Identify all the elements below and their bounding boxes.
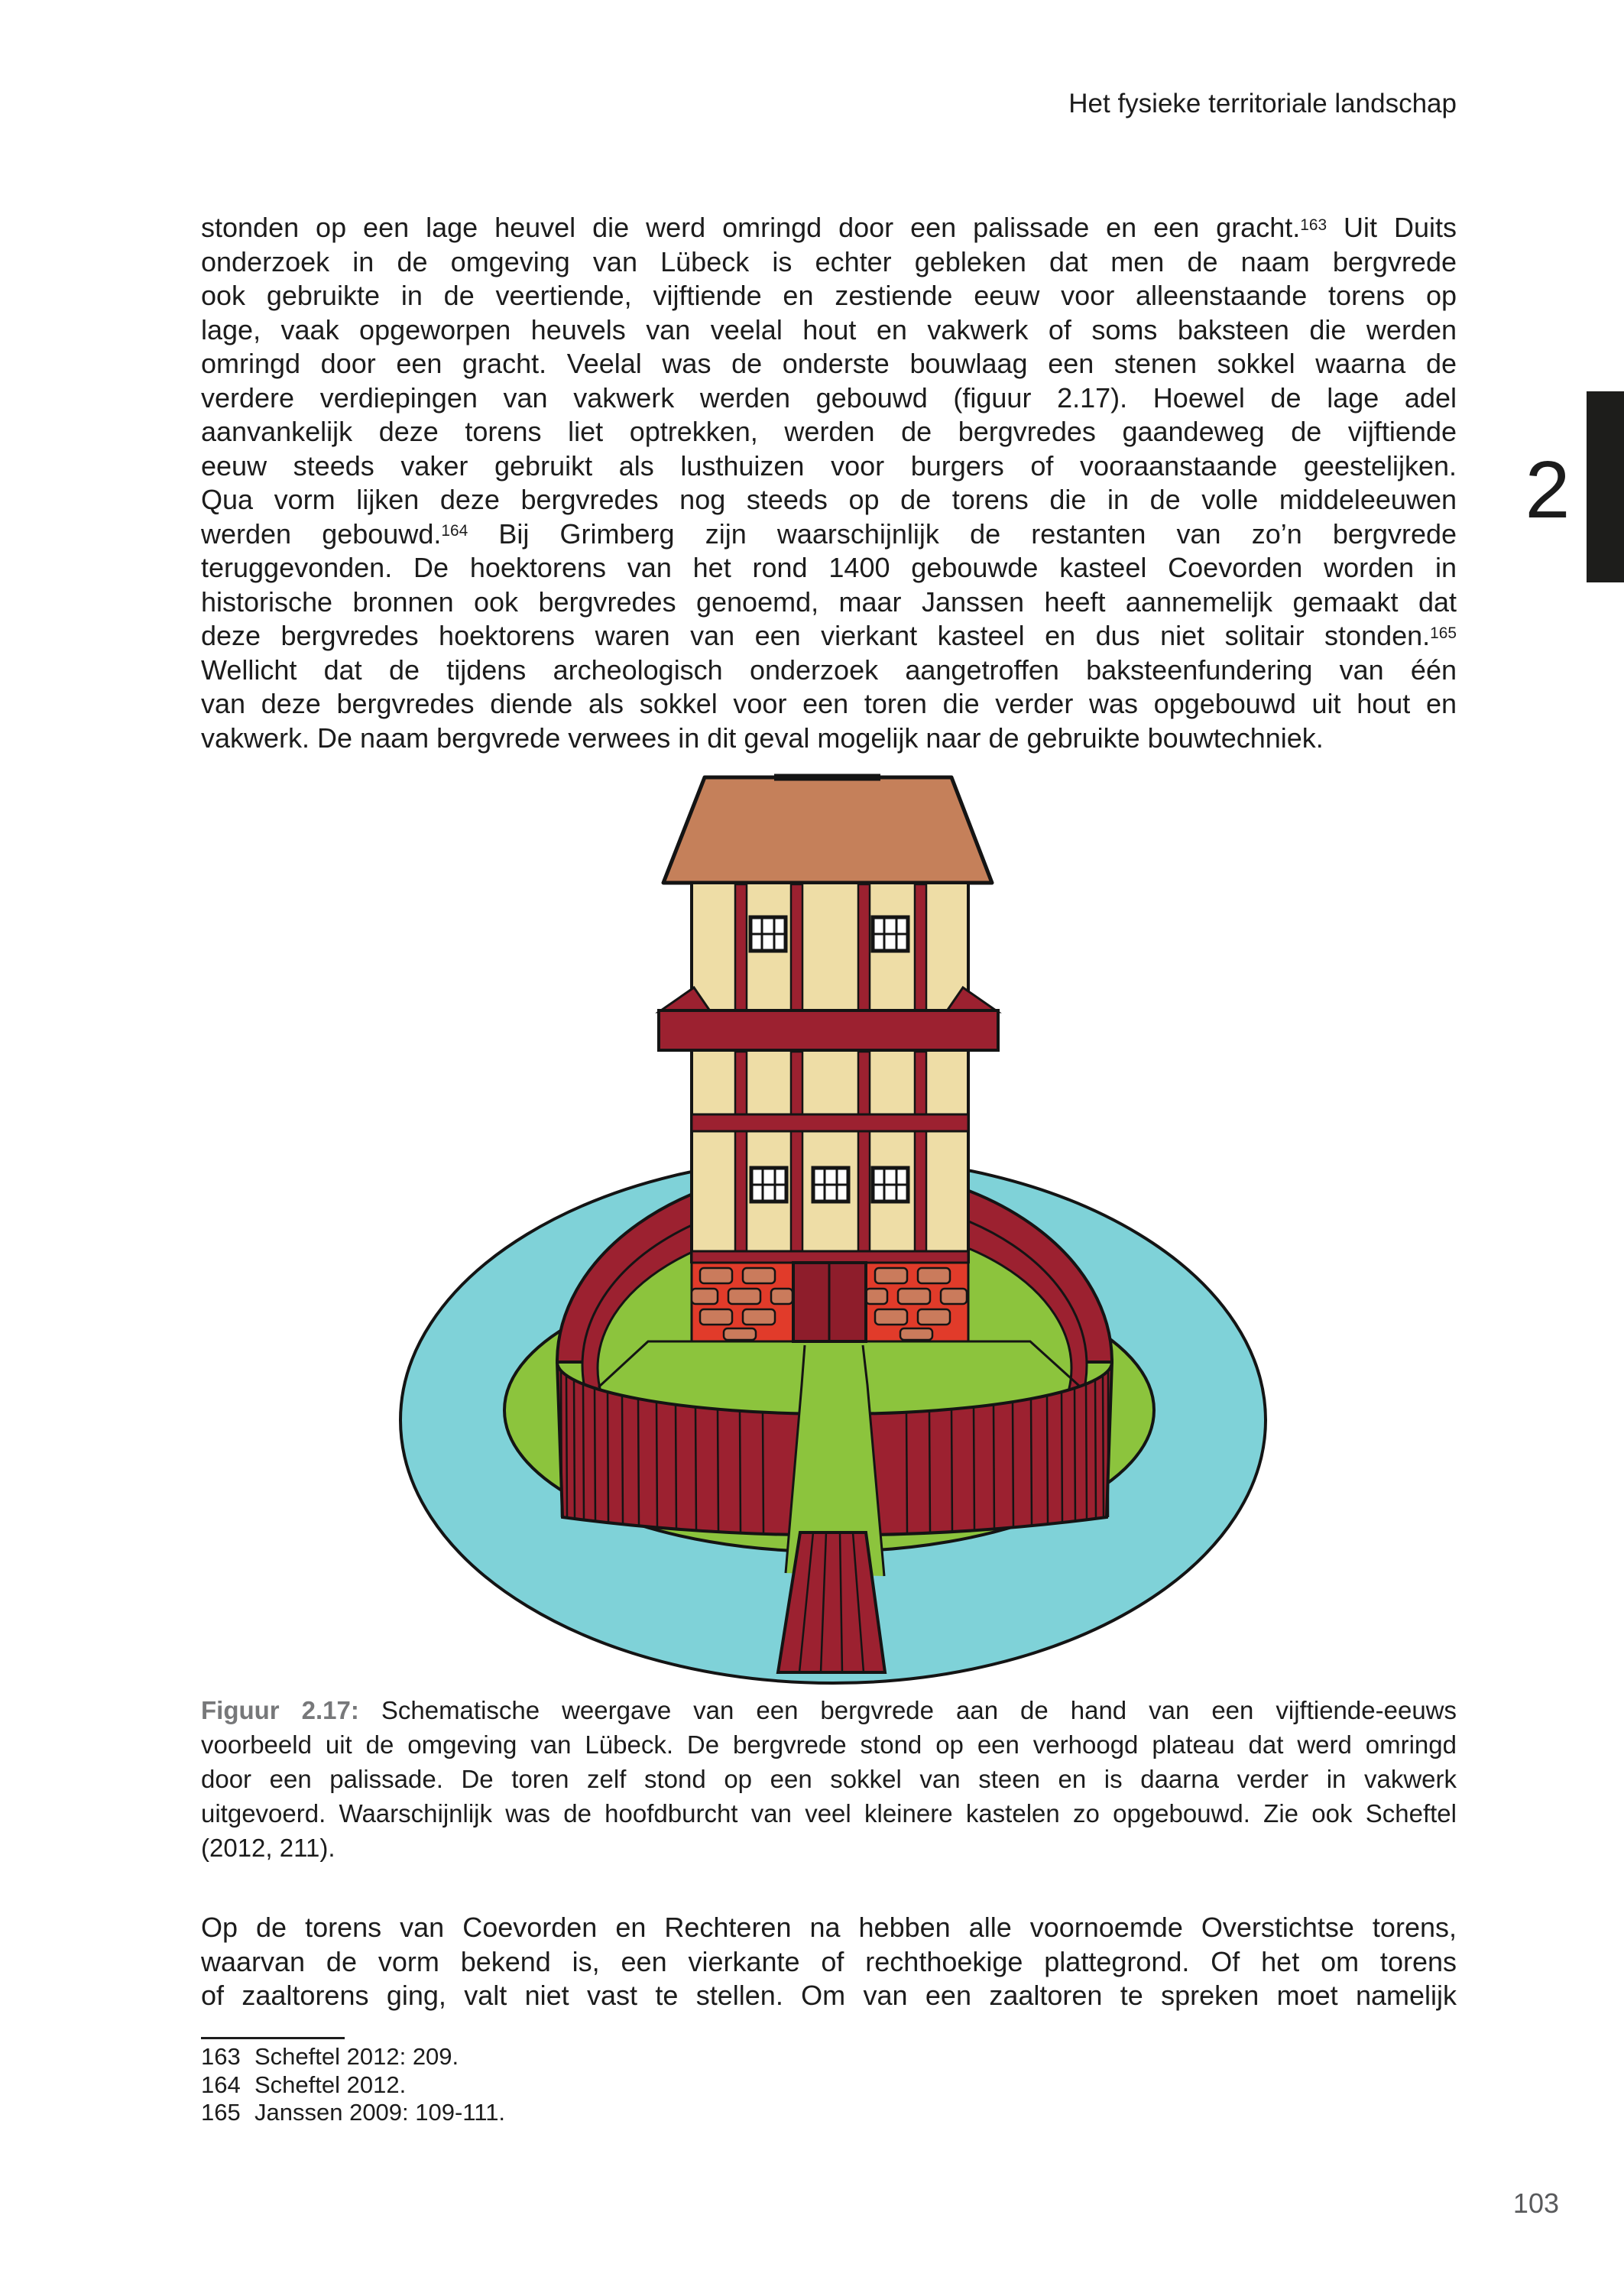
window (873, 1168, 908, 1202)
body-line: Qua vorm lijken deze bergvredes nog steeds op de torens die in de volle middeleeuwen (201, 484, 1457, 515)
footnote (201, 2099, 1457, 2127)
body-line: ook gebruikte in de veertiende, vijftiende en zestiende eeuw voor alleenstaande torens op (201, 280, 1457, 311)
body-line: lage, vaak opgeworpen heuvels van veelal hout en vakwerk of soms baksteen die werden (201, 313, 1457, 345)
window (751, 1168, 786, 1202)
chapter-tab-bar (1587, 391, 1624, 582)
footnote (201, 2043, 1457, 2071)
caption-line (201, 1693, 1457, 1727)
window (873, 917, 908, 951)
timber-rail (692, 1114, 968, 1131)
page-number: 103 (1512, 2188, 1559, 2219)
caption-label: Figuur 2.17: (201, 1696, 359, 1724)
body-line: werden gebouwd.$^{164}$ Bij Grimberg zijn waarschijnlijk de restanten van zo’n bergvrede (201, 517, 1457, 550)
body-line: deze bergvredes hoektorens waren van een vierkant kasteel en dus niet solitair stonden.$^{165}$ (201, 620, 1457, 651)
footnote (201, 2071, 1457, 2100)
body-line: onderzoek in de omgeving van Lübeck is echter gebleken dat men de naam bergvrede (201, 245, 1457, 277)
body-line: van deze bergvredes diende als sokkel voor een toren die verder was opgebouwd uit hout en (201, 688, 1457, 719)
sill-band (692, 1251, 968, 1263)
body-line: stonden op een lage heuvel die werd omringd door een palissade en een gracht.$^{163}$ Uit Duits (201, 212, 1457, 243)
body-line: aanvankelijk deze torens liet optrekken, werden de bergvredes gaandeweg de vijftiende (201, 416, 1457, 447)
tower-roof (663, 777, 992, 883)
bergvrede-tower (659, 777, 998, 1341)
footnote-text: Scheftel 2012. (254, 2071, 407, 2098)
caption-line: uitgevoerd. Waarschijnlijk was de hoofdburcht van veel kleinere kastelen zo opgebouwd. Zie ook Scheftel (201, 1799, 1457, 1828)
body-line: Wellicht dat de tijdens archeologisch onderzoek aangetroffen baksteenfundering van één (201, 654, 1457, 686)
running-header: Het fysieke territoriale landschap (1068, 89, 1457, 118)
jetty-band (659, 1010, 998, 1050)
chapter-number: 2 (1525, 445, 1571, 535)
body-line: vakwerk. De naam bergvrede verwees in dit geval mogelijk naar de gebruikte bouwtechniek. (201, 722, 1324, 754)
body-line: historische bronnen ook bergvredes genoemd, maar Janssen heeft aannemelijk gemaakt dat (201, 585, 1457, 618)
footnote-text: Janssen 2009: 109-111. (254, 2099, 506, 2126)
body-line: waarvan de vorm bekend is, een vierkante of rechthoekige plattegrond. Of het om torens (201, 1945, 1457, 1977)
caption-line: (2012, 211). (201, 1834, 335, 1862)
body-paragraph-2 (201, 1911, 1457, 2013)
body-paragraph (201, 211, 1457, 755)
figure-caption (201, 1693, 1457, 1865)
footnote-number: 165 (201, 2099, 241, 2126)
caption-line: door een palissade. De toren zelf stond op een sokkel van steen en is daarna verder in vakwerk (201, 1765, 1457, 1793)
body-line: verdere verdiepingen van vakwerk werden gebouwd (figuur 2.17). Hoewel de lage adel (201, 381, 1457, 414)
body-line: eeuw steeds vaker gebruikt als lusthuizen voor burgers of vooraanstaande geestelijken. (201, 449, 1457, 482)
caption-text: Schematische weergave van een bergvrede aan de hand van een vijftiende-eeuws (358, 1696, 1457, 1724)
body-line: Op de torens van Coevorden en Rechteren na hebben alle voornoemde Overstichtse torens, (201, 1912, 1457, 1943)
footnote-number: 164 (201, 2071, 241, 2098)
window (750, 917, 786, 951)
caption-line: voorbeeld uit de omgeving van Lübeck. De bergvrede stond op een verhoogd plateau dat werd omringd (201, 1730, 1457, 1759)
bergvrede-figure (382, 757, 1337, 1689)
footnote-number: 163 (201, 2043, 241, 2070)
footnote-text: Scheftel 2012: 209. (254, 2043, 459, 2070)
body-line: omringd door een gracht. Veelal was de onderste bouwlaag een stenen sokkel waarna de (201, 348, 1457, 379)
window (813, 1168, 848, 1202)
body-line: of zaaltorens ging, valt niet vast te stellen. Om van een zaaltoren te spreken moet namelijk (201, 1980, 1457, 2011)
footnote-rule (201, 2037, 345, 2039)
footnotes (201, 2043, 1457, 2127)
body-line: teruggevonden. De hoektorens van het rond 1400 gebouwde kasteel Coevorden worden in (201, 552, 1457, 583)
